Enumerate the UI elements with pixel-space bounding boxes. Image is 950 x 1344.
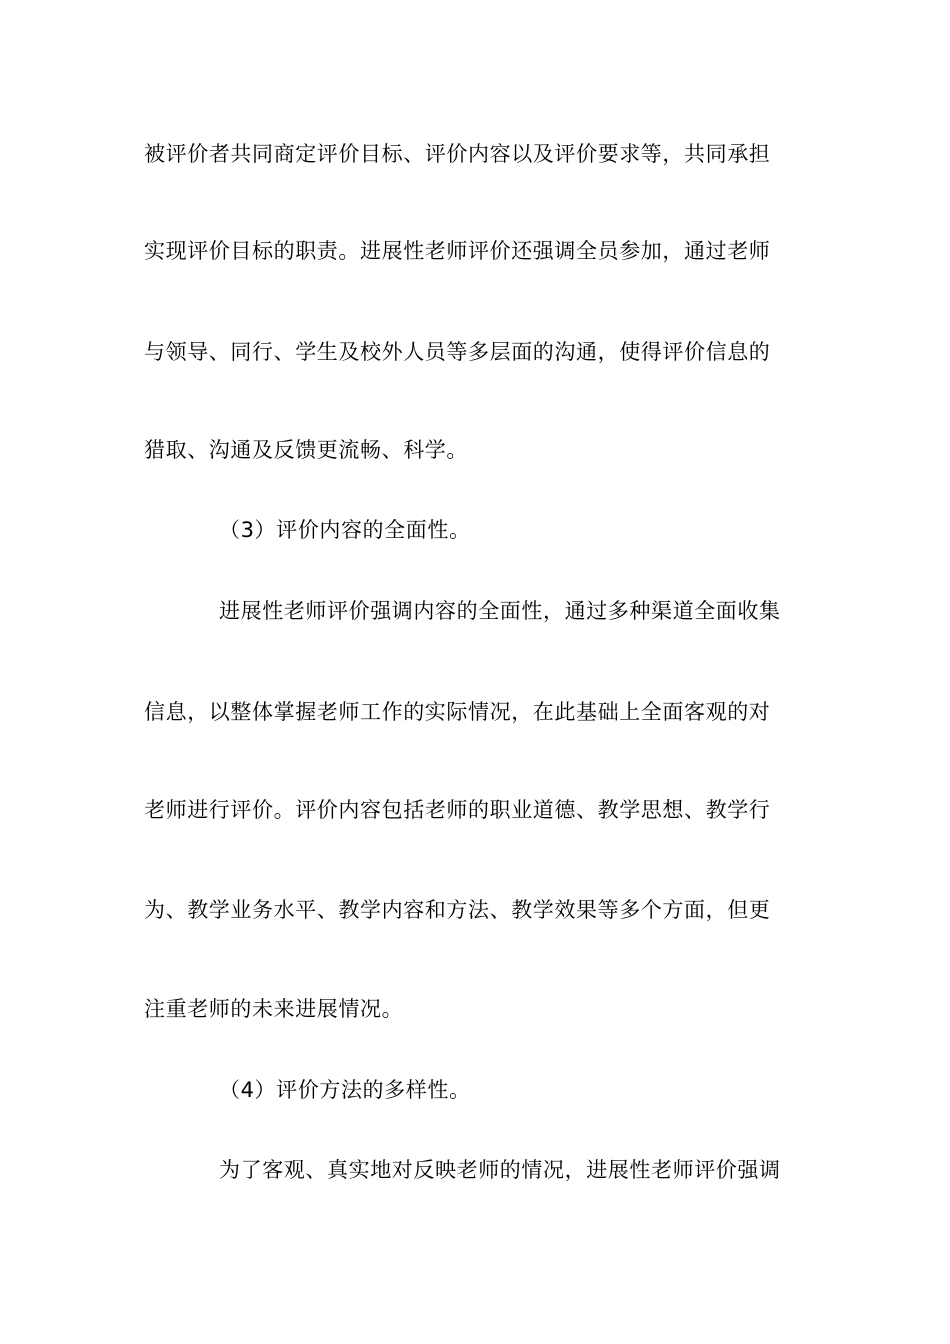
paragraph-line: 被评价者共同商定评价目标、评价内容以及评价要求等，共同承担 [144, 142, 771, 166]
paragraph-line: 为了客观、真实地对反映老师的情况，进展性老师评价强调 [219, 1158, 781, 1182]
section-heading: （4）评价方法的多样性。 [219, 1078, 471, 1102]
section-heading: （3）评价内容的全面性。 [219, 518, 471, 542]
paragraph-line: 老师进行评价。评价内容包括老师的职业道德、教学思想、教学行 [144, 798, 771, 822]
paragraph-line: 为、教学业务水平、教学内容和方法、教学效果等多个方面，但更 [144, 898, 771, 922]
paragraph-line: 信息，以整体掌握老师工作的实际情况，在此基础上全面客观的对 [144, 700, 771, 724]
paragraph-line: 与领导、同行、学生及校外人员等多层面的沟通，使得评价信息的 [144, 340, 771, 364]
paragraph-line: 注重老师的未来进展情况。 [144, 997, 404, 1021]
paragraph-line: 进展性老师评价强调内容的全面性，通过多种渠道全面收集 [219, 599, 781, 623]
paragraph-line: 实现评价目标的职责。进展性老师评价还强调全员参加，通过老师 [144, 239, 771, 263]
paragraph-line: 猎取、沟通及反馈更流畅、科学。 [144, 438, 468, 462]
